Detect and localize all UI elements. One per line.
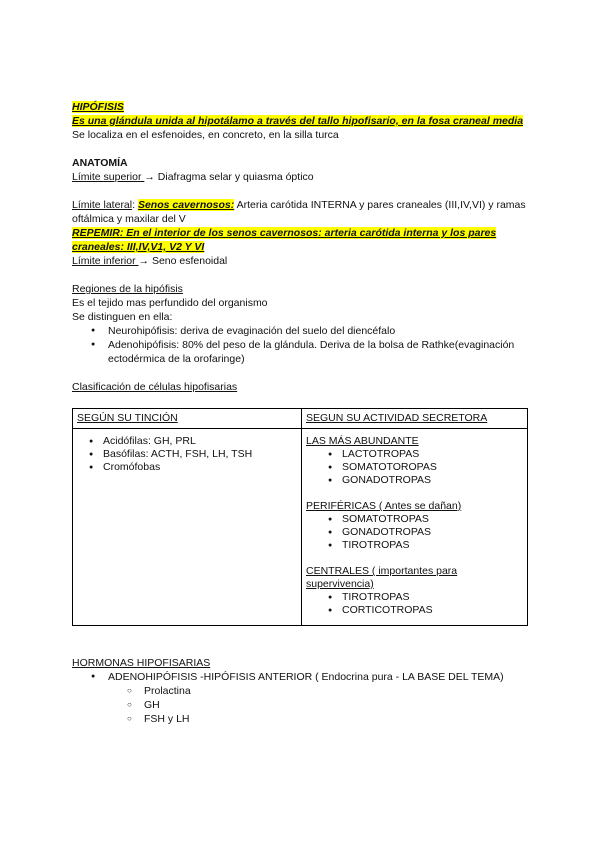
list-item: ○ FSH y LH bbox=[144, 712, 532, 726]
repeat-note: REPEMIR: En el interior de los senos cavernosos: arteria carótida interna y los pares craneales: III,IV,V1, V2 Y VI bbox=[72, 227, 497, 253]
table-row bbox=[73, 429, 528, 626]
group-list bbox=[306, 591, 523, 617]
table-header-tincion: SEGÚN SU TINCIÓN bbox=[73, 409, 302, 429]
group-label: CENTRALES ( importantes para supervivencia) bbox=[306, 565, 458, 590]
group-label: LAS MÁS ABUNDANTE bbox=[306, 435, 419, 447]
regions-list bbox=[72, 324, 532, 366]
list-item: ● Cromófobas bbox=[103, 461, 297, 474]
list-item: ● Adenohipófisis: 80% del peso de la glándula. Deriva de la bolsa de Rathke(evaginación ectodérmica de la orofaringe) bbox=[108, 338, 532, 366]
tincion-list bbox=[77, 435, 297, 474]
list-item: ● LACTOTROPAS bbox=[342, 448, 523, 461]
doc-title: HIPÓFISIS bbox=[72, 101, 124, 113]
table-header-actividad: SEGUN SU ACTIVIDAD SECRETORA bbox=[302, 409, 528, 429]
list-item: ○ Prolactina bbox=[144, 684, 532, 698]
list-item: ● SOMATOTROPAS bbox=[342, 513, 523, 526]
table-row bbox=[73, 409, 528, 429]
table-cell-actividad bbox=[302, 429, 528, 626]
list-item: ● GONADOTROPAS bbox=[342, 526, 523, 539]
group-label: PERIFÉRICAS ( Antes se dañan) bbox=[306, 500, 462, 512]
limit-inferior: Límite inferior → Seno esfenoidal bbox=[72, 255, 228, 267]
limit-lateral: Límite lateral: Senos cavernosos: Arteria carótida INTERNA y pares craneales (III,IV,VI) y ramas oftálmica y maxilar del V bbox=[72, 199, 526, 225]
list-item: ● Basófilas: ACTH, FSH, LH, TSH bbox=[103, 448, 297, 461]
group-list bbox=[306, 513, 523, 552]
list-item: ● Acidófilas: GH, PRL bbox=[103, 435, 297, 448]
definition: Es una glándula unida al hipotálamo a través del tallo hipofisario, en la fosa craneal media bbox=[72, 115, 524, 127]
hormones-heading: HORMONAS HIPOFISARIAS bbox=[72, 657, 211, 669]
regions-heading: Regiones de la hipófisis bbox=[72, 283, 183, 295]
list-item: ● TIROTROPAS bbox=[342, 539, 523, 552]
list-item: ● TIROTROPAS bbox=[342, 591, 523, 604]
location-text: Se localiza en el esfenoides, en concreto, en la silla turca bbox=[72, 129, 339, 141]
hormones-sublist bbox=[72, 684, 532, 726]
regions-line2: Se distinguen en ella: bbox=[72, 311, 173, 323]
group-list bbox=[306, 448, 523, 487]
table-cell-tincion bbox=[73, 429, 302, 626]
classification-table bbox=[72, 408, 528, 626]
regions-line1: Es el tejido mas perfundido del organismo bbox=[72, 297, 268, 309]
anatomy-heading: ANATOMÍA bbox=[72, 157, 128, 169]
list-item: ● SOMATOTOROPAS bbox=[342, 461, 523, 474]
list-item: ● ADENOHIPÓFISIS -HIPÓFISIS ANTERIOR ( Endocrina pura - LA BASE DEL TEMA) bbox=[108, 670, 532, 684]
list-item: ○ GH bbox=[144, 698, 532, 712]
list-item: ● CORTICOTROPAS bbox=[342, 604, 523, 617]
classification-heading: Clasificación de células hipofisarias bbox=[72, 381, 238, 393]
limit-superior: Límite superior → Diafragma selar y quiasma óptico bbox=[72, 171, 314, 183]
document-page bbox=[72, 100, 532, 726]
list-item: ● Neurohipófisis: deriva de evaginación del suelo del diencéfalo bbox=[108, 324, 532, 338]
list-item: ● GONADOTROPAS bbox=[342, 474, 523, 487]
hormones-list bbox=[72, 670, 532, 684]
